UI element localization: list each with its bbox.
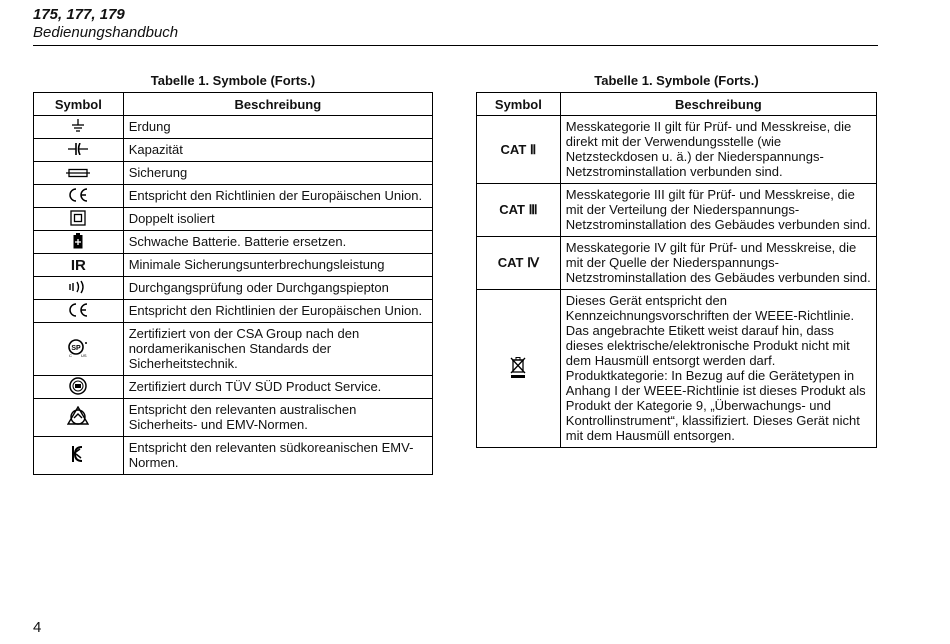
row-description: Entspricht den Richtlinien der Europäischen Union. <box>123 300 432 323</box>
table-row <box>34 231 433 254</box>
table-row <box>34 162 433 185</box>
table-row <box>34 139 433 162</box>
weee-bin-icon <box>510 356 526 378</box>
row-description: Zertifiziert durch TÜV SÜD Product Service. <box>123 376 432 399</box>
document-header <box>33 6 178 42</box>
table-row <box>34 254 433 277</box>
row-description: Schwache Batterie. Batterie ersetzen. <box>123 231 432 254</box>
cat-iii-symbol: CAT Ⅲ <box>499 202 538 217</box>
cat-ii-symbol: CAT Ⅱ <box>500 141 537 157</box>
table-row <box>34 437 433 475</box>
row-description: Erdung <box>123 116 432 139</box>
csa-mark-icon <box>66 338 90 358</box>
left-table-caption: Tabelle 1. Symbole (Forts.) <box>150 73 316 88</box>
table-row <box>34 185 433 208</box>
column-header-symbol: Symbol <box>477 93 561 116</box>
table-row <box>34 399 433 437</box>
svg-text:US: US <box>81 352 87 358</box>
ir-icon: IR <box>70 256 86 274</box>
column-header-symbol: Symbol <box>34 93 124 116</box>
fuse-icon <box>66 168 90 178</box>
capacitor-icon <box>68 143 88 155</box>
row-description: Entspricht den relevanten südkoreanischen EMV-Normen. <box>123 437 432 475</box>
header-rule <box>33 45 878 46</box>
table-row <box>477 290 877 448</box>
continuity-icon <box>68 280 88 294</box>
table-row <box>34 116 433 139</box>
cat-iv-symbol: CAT Ⅳ <box>497 255 540 270</box>
double-insulated-icon <box>70 210 86 226</box>
table-row <box>477 237 877 290</box>
table-row <box>34 277 433 300</box>
column-header-description: Beschreibung <box>560 93 876 116</box>
right-table-caption: Tabelle 1. Symbole (Forts.) <box>594 73 759 88</box>
manual-subtitle: Bedienungshandbuch <box>33 24 179 41</box>
row-description: Minimale Sicherungsunterbrechungsleistung <box>123 254 432 277</box>
rcm-mark-icon <box>67 406 89 426</box>
row-description: Entspricht den Richtlinien der Europäischen Union. <box>123 185 432 208</box>
kc-mark-icon <box>70 445 86 463</box>
svg-text:C: C <box>69 352 73 358</box>
row-description: Kapazität <box>123 139 432 162</box>
table-row <box>34 323 433 376</box>
ce-mark-icon <box>67 302 89 318</box>
row-description: Messkategorie II gilt für Prüf- und Messkreise, die direkt mit der Verwendungsstelle (wie Netzsteckdosen u. ä.) der Niederspannungs-Netzstrominstallation verbunden sind. <box>560 116 876 184</box>
ce-mark-icon <box>67 187 89 203</box>
table-row <box>477 116 877 184</box>
left-symbol-table <box>33 92 433 475</box>
table-row <box>34 208 433 231</box>
row-description: Messkategorie III gilt für Prüf- und Messkreise, die mit der Verteilung der Niederspannungs-Netzstrominstallation des Gebäudes verbunden sind. <box>560 184 876 237</box>
table-header-row <box>477 93 877 116</box>
row-description: Messkategorie IV gilt für Prüf- und Messkreise, die mit der Quelle der Niederspannungs-Netzstrominstallation des Gebäudes verbunden sind. <box>560 237 876 290</box>
table-header-row <box>34 93 433 116</box>
row-description: Dieses Gerät entspricht den Kennzeichnungsvorschriften der WEEE-Richtlinie. Das angebrachte Etikett weist darauf hin, dass dieses elektrische/elektronische Produkt nicht mit dem Hausmüll entsorgt werden darf. Produktkategorie: In Bezug auf die Gerätetypen in Anhang I der WEEE-Richtlinie ist dieses Produkt als Produkt der Kategorie 9, „Überwachungs- und Kontrollinstrument“, klassifiziert. Dieses Gerät nicht mit dem Hausmüll entsorgen. <box>560 290 876 448</box>
row-description: Doppelt isoliert <box>123 208 432 231</box>
table-row <box>34 376 433 399</box>
page-number: 4 <box>33 619 42 636</box>
row-description: Durchgangsprüfung oder Durchgangspiepton <box>123 277 432 300</box>
column-header-description: Beschreibung <box>123 93 432 116</box>
right-symbol-table <box>476 92 877 448</box>
row-description: Zertifiziert von der CSA Group nach den nordamerikanischen Standards der Sicherheitstechnik. <box>123 323 432 376</box>
tuv-mark-icon <box>69 377 87 395</box>
model-numbers: 175, 177, 179 <box>33 6 125 23</box>
table-row <box>34 300 433 323</box>
table-row <box>477 184 877 237</box>
svg-text:SP: SP <box>71 344 82 352</box>
low-battery-icon <box>73 233 83 249</box>
row-description: Entspricht den relevanten australischen Sicherheits- und EMV-Normen. <box>123 399 432 437</box>
row-description: Sicherung <box>123 162 432 185</box>
ground-icon <box>70 119 86 133</box>
